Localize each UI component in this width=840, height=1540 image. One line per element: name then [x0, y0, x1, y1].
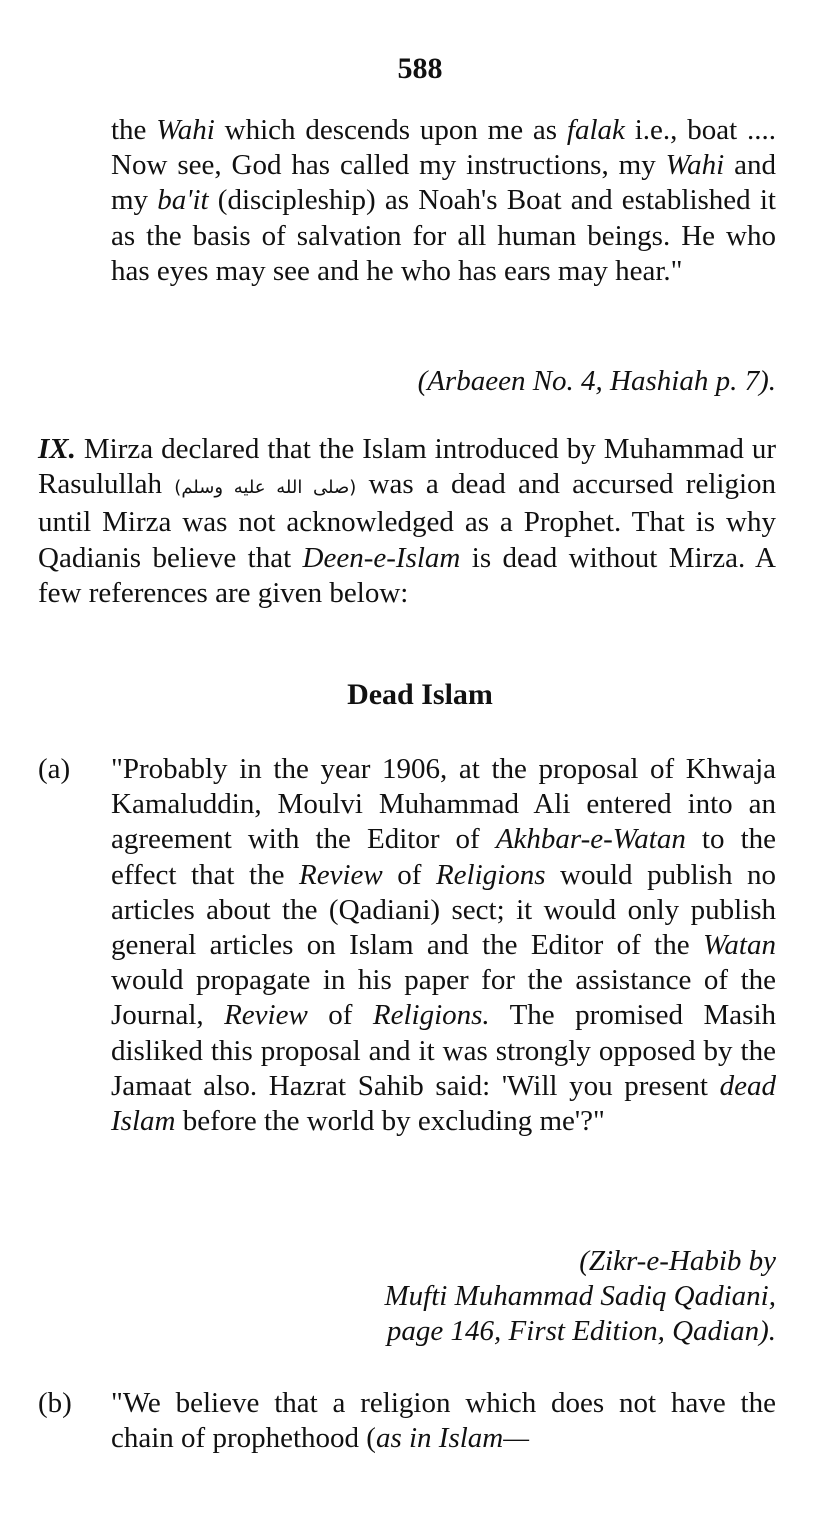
section-ix-paragraph: IX. Mirza declared that the Islam introduced by Muhammad ur Rasulullah (صلى الله عليه وسلم) was a dead and accursed religion until Mirza was not acknowledged as a Prophet. That is why Qadianis believe that Deen-e-Islam is dead without Mirza. A few references are given below:	[38, 433, 777, 609]
citation-line-3: page 146, First Edition, Qadian).	[386, 1315, 776, 1348]
section-ix-numeral: IX.	[38, 433, 76, 465]
citation-line-1: (Zikr-e-Habib by	[579, 1245, 776, 1277]
page-number: 588	[397, 52, 443, 85]
arabic-salutation: (صلى الله عليه وسلم)	[174, 477, 357, 499]
item-a-citation	[111, 1244, 776, 1350]
continuation-paragraph: the Wahi which descends upon me as falak i.e., boat .... Now see, God has called my instructions, my Wahi and my ba'it (discipleship) as Noah's Boat and established it as the basis of salvation for all human beings. He who has eyes may see and he who has ears may hear."	[111, 114, 777, 287]
item-a-paragraph: "Probably in the year 1906, at the proposal of Khwaja Kamaluddin, Moulvi Muhammad Ali entered into an agreement with the Editor of Akhbar-e-Watan to the effect that the Review of Religions would publish no articles about the (Qadiani) sect; it would only publish general articles on Islam and the Editor of the Watan would propagate in his paper for the assistance of the Journal, Review of Religions. The promised Masih disliked this proposal and it was strongly opposed by the Jamaat also. Hazrat Sahib said: 'Will you present dead Islam before the world by excluding me'?"	[111, 753, 776, 1138]
item-b-paragraph: "We believe that a religion which does not have the chain of prophethood (as in Islam—	[111, 1387, 776, 1455]
continuation-citation: (Arbaeen No. 4, Hashiah p. 7).	[417, 365, 776, 397]
item-a-label: (a)	[38, 753, 71, 785]
item-b-label: (b)	[38, 1387, 72, 1419]
citation-line-2: Mufti Muhammad Sadiq Qadiani,	[384, 1280, 776, 1313]
section-heading: Dead Islam	[347, 678, 493, 711]
